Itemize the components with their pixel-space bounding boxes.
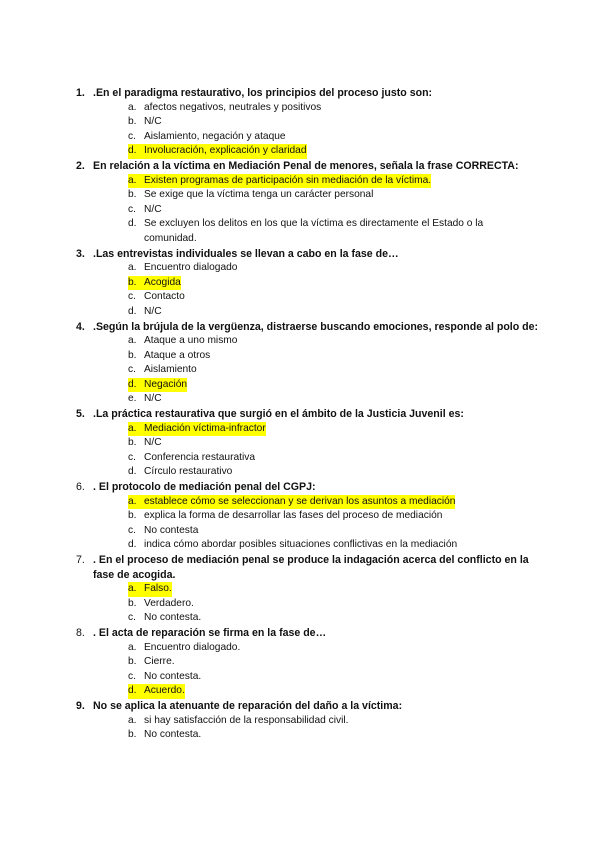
option-content [128, 363, 197, 378]
question-number: 7. [76, 554, 85, 566]
option-letter: b. [128, 510, 137, 522]
question-block [0, 480, 600, 553]
option-text: Involucración, explicación y claridad [144, 145, 307, 157]
option-content [128, 524, 198, 539]
answer-option [0, 597, 600, 612]
answer-option-highlighted [0, 276, 600, 291]
option-content [128, 174, 431, 189]
option-content [128, 378, 187, 393]
option-letter: d. [128, 539, 137, 551]
answer-option [0, 509, 600, 524]
question-number: 3. [76, 247, 85, 260]
option-text: N/C [144, 393, 162, 405]
question-number: 6. [76, 481, 85, 494]
option-letter: e. [128, 393, 137, 405]
option-text: establece cómo se seleccionan y se derivan los asuntos a mediación [144, 495, 456, 507]
answer-option [0, 188, 600, 203]
option-text: explica la forma de desarrollar las fases del proceso de mediación [144, 510, 443, 522]
option-text: si hay satisfacción de la responsabilidad civil. [144, 714, 349, 726]
answer-option-highlighted [0, 422, 600, 437]
option-letter: c. [128, 670, 136, 682]
option-letter: c. [128, 524, 136, 536]
question-number: 5. [76, 408, 85, 421]
answer-option [0, 451, 600, 466]
option-letter: c. [128, 612, 136, 624]
question-heading [0, 699, 600, 714]
option-letter: d. [128, 218, 137, 230]
option-text: Acuerdo. [144, 685, 185, 697]
question-heading [0, 86, 600, 101]
answer-option-highlighted [0, 582, 600, 597]
question-text: . El protocolo de mediación penal del CGPJ: [93, 481, 316, 494]
question-text: . En el proceso de mediación penal se produce la indagación acerca del conflicto en la fase de acogida. [93, 554, 529, 581]
option-letter: a. [128, 582, 144, 597]
question-block [0, 86, 600, 159]
question-text: .Según la brújula de la vergüenza, distraerse buscando emociones, responde al polo de: [93, 320, 539, 333]
question-block [0, 247, 600, 320]
option-content [128, 188, 373, 203]
answer-option [0, 130, 600, 145]
option-text: N/C [144, 116, 162, 128]
option-letter: d. [128, 378, 144, 393]
option-letter: a. [128, 641, 137, 653]
answer-options [0, 714, 600, 743]
option-text: Falso. [144, 583, 172, 595]
option-letter: b. [128, 437, 137, 449]
answer-option [0, 217, 600, 246]
option-text: N/C [144, 203, 162, 215]
option-content [128, 714, 348, 729]
option-content [128, 305, 162, 320]
option-text: Se exige que la víctima tenga un carácter personal [144, 189, 374, 201]
answer-option [0, 611, 600, 626]
option-text: indica cómo abordar posibles situaciones conflictivas en la mediación [144, 539, 458, 551]
question-block [0, 407, 600, 480]
answer-option [0, 538, 600, 553]
question-text: .La práctica restaurativa que surgió en el ámbito de la Justicia Juvenil es: [93, 408, 464, 421]
answer-option [0, 641, 600, 656]
question-text: .En el paradigma restaurativo, los principios del proceso justo son: [93, 87, 433, 99]
question-heading [0, 320, 600, 335]
option-letter: d. [128, 305, 137, 317]
option-content [128, 422, 266, 437]
option-content [128, 349, 210, 364]
option-text: Existen programas de participación sin mediación de la víctima. [144, 174, 432, 186]
option-text: Conferencia restaurativa [144, 451, 255, 463]
option-letter: a. [128, 495, 144, 510]
option-letter: c. [128, 203, 136, 215]
option-letter: b. [128, 276, 144, 291]
answer-option [0, 290, 600, 305]
option-text: Contacto [144, 291, 185, 303]
option-text: No contesta [144, 524, 199, 536]
answer-option [0, 714, 600, 729]
answer-option [0, 203, 600, 218]
option-letter: c. [128, 364, 136, 376]
answer-option [0, 392, 600, 407]
answer-options [0, 261, 600, 319]
answer-option [0, 655, 600, 670]
option-content [128, 261, 237, 276]
question-block [0, 320, 600, 408]
answer-options [0, 101, 600, 159]
option-content [128, 728, 201, 743]
option-text: Ataque a uno mismo [144, 335, 238, 347]
answer-option [0, 465, 600, 480]
answer-option [0, 305, 600, 320]
option-text: Verdadero. [144, 597, 194, 609]
option-content [128, 611, 201, 626]
answer-option-highlighted [0, 174, 600, 189]
option-text: No contesta. [144, 729, 202, 741]
option-content [128, 436, 162, 451]
answer-option [0, 115, 600, 130]
option-letter: b. [128, 597, 137, 609]
question-heading [0, 626, 600, 641]
question-number: 8. [76, 626, 85, 639]
option-text: Encuentro dialogado. [144, 641, 241, 653]
question-heading [0, 553, 600, 582]
answer-option-highlighted [0, 144, 600, 159]
option-content [128, 582, 172, 597]
option-letter: c. [128, 451, 136, 463]
option-content [128, 465, 232, 480]
answer-option [0, 101, 600, 116]
answer-options [0, 641, 600, 699]
question-heading [0, 480, 600, 495]
option-text: No contesta. [144, 612, 202, 624]
answer-options [0, 495, 600, 553]
question-text: No se aplica la atenuante de reparación del daño a la víctima: [93, 699, 403, 712]
option-letter: a. [128, 422, 144, 437]
answer-options [0, 334, 600, 407]
option-text: Cierre. [144, 656, 175, 668]
option-letter: a. [128, 174, 144, 189]
question-number: 4. [76, 320, 85, 333]
question-block [0, 159, 600, 247]
answer-options [0, 422, 600, 480]
answer-option [0, 334, 600, 349]
answer-option-highlighted [0, 378, 600, 393]
option-content [128, 538, 457, 553]
option-content [128, 495, 455, 510]
option-content [128, 115, 162, 130]
option-letter: a. [128, 262, 137, 274]
option-content [128, 144, 307, 159]
question-text: . El acta de reparación se firma en la fase de… [93, 626, 327, 639]
option-content [128, 451, 255, 466]
option-content [128, 597, 194, 612]
option-content [128, 217, 530, 246]
question-heading [0, 407, 600, 422]
option-content [128, 641, 240, 656]
option-content [128, 392, 162, 407]
question-heading [0, 247, 600, 262]
option-content [128, 670, 201, 685]
option-letter: b. [128, 116, 137, 128]
answer-option [0, 363, 600, 378]
option-text: Se excluyen los delitos en los que la víctima es directamente el Estado o la comunidad. [144, 218, 484, 244]
option-content [128, 684, 185, 699]
question-block [0, 553, 600, 626]
answer-option [0, 261, 600, 276]
answer-option-highlighted [0, 495, 600, 510]
option-text: Aislamiento [144, 364, 197, 376]
option-content [128, 130, 286, 145]
option-content [128, 290, 185, 305]
option-letter: b. [128, 349, 137, 361]
option-letter: b. [128, 729, 137, 741]
question-text: En relación a la víctima en Mediación Penal de menores, señala la frase CORRECTA: [93, 159, 519, 172]
exam-document [0, 86, 600, 743]
option-text: afectos negativos, neutrales y positivos [144, 101, 322, 113]
option-text: Ataque a otros [144, 349, 211, 361]
option-text: Encuentro dialogado [144, 262, 238, 274]
option-content [128, 334, 237, 349]
question-heading [0, 159, 600, 174]
option-content [128, 276, 181, 291]
question-number: 2. [76, 159, 85, 172]
option-text: Aislamiento, negación y ataque [144, 130, 286, 142]
answer-option [0, 349, 600, 364]
answer-options [0, 174, 600, 247]
option-text: Acogida [144, 276, 181, 288]
question-text: .Las entrevistas individuales se llevan a cabo en la fase de… [93, 247, 399, 260]
option-text: No contesta. [144, 670, 202, 682]
option-text: Negación [144, 378, 188, 390]
question-block [0, 626, 600, 699]
question-block [0, 699, 600, 743]
answer-options [0, 582, 600, 626]
answer-option [0, 436, 600, 451]
question-number: 1. [76, 87, 85, 99]
option-letter: d. [128, 466, 137, 478]
question-number: 9. [76, 699, 85, 712]
option-letter: a. [128, 714, 137, 726]
option-content [128, 655, 175, 670]
option-letter: b. [128, 189, 137, 201]
option-text: N/C [144, 305, 162, 317]
option-text: N/C [144, 437, 162, 449]
option-text: Círculo restaurativo [144, 466, 233, 478]
option-content [128, 101, 321, 116]
option-letter: d. [128, 684, 144, 699]
option-letter: d. [128, 144, 144, 159]
option-text: Mediación víctima-infractor [144, 422, 266, 434]
option-letter: a. [128, 101, 137, 113]
option-letter: b. [128, 656, 137, 668]
option-content [128, 509, 442, 524]
option-letter: c. [128, 130, 136, 142]
option-content [128, 203, 162, 218]
answer-option [0, 728, 600, 743]
answer-option [0, 524, 600, 539]
answer-option-highlighted [0, 684, 600, 699]
option-letter: a. [128, 335, 137, 347]
answer-option [0, 670, 600, 685]
option-letter: c. [128, 291, 136, 303]
